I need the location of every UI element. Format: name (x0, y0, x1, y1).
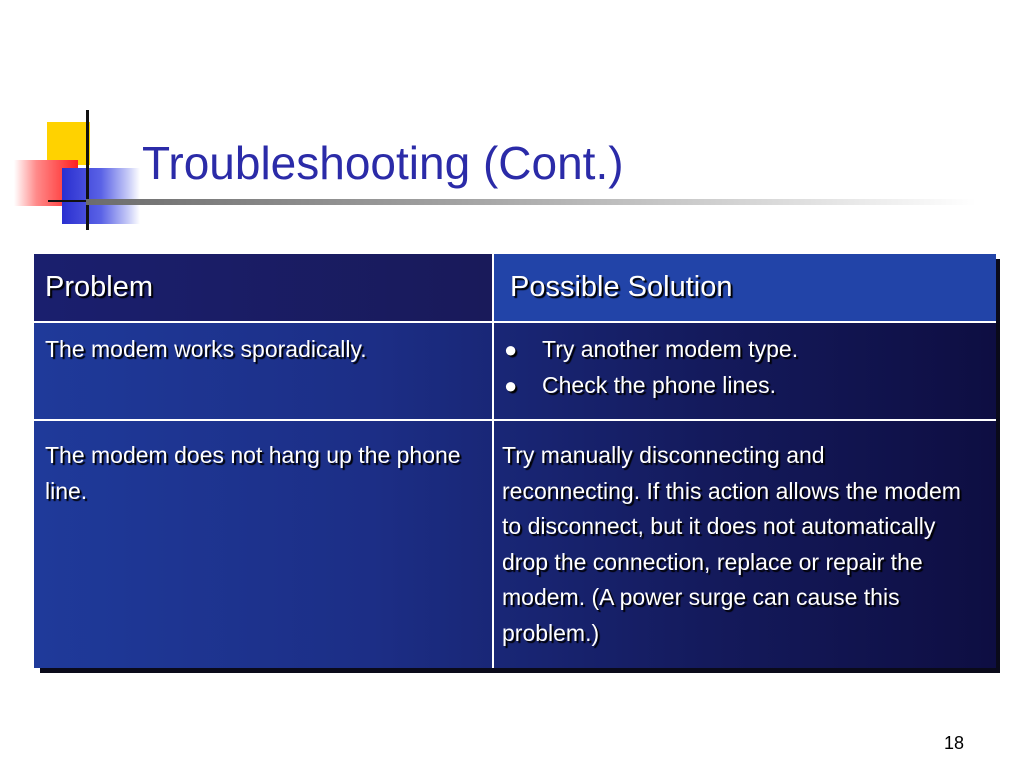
solution-item-1: Try another modem type. (542, 336, 799, 362)
list-item (504, 332, 984, 368)
slide-title: Troubleshooting (Cont.) (142, 137, 624, 189)
solution-cell-2: Try manually disconnecting and reconnecting. If this action allows the modem to disconnect, but it does not automatically drop the connection, replace or repair the modem. (A power surge can cause this problem.) (502, 442, 961, 646)
table-column-divider (492, 254, 494, 668)
title-underline (86, 199, 976, 205)
logo-blue-square (62, 168, 140, 224)
solution-item-2: Check the phone lines. (542, 371, 776, 398)
problem-cell-2: The modem does not hang up the phone line. (45, 442, 461, 504)
bullet-icon: ● (504, 372, 518, 398)
logo-yellow-square (47, 122, 90, 165)
troubleshooting-table (34, 254, 996, 668)
logo-vertical-line (86, 110, 89, 230)
column-header-solution: Possible Solution (510, 271, 733, 303)
table-row-divider (34, 419, 996, 421)
bullet-icon: ● (504, 337, 518, 362)
table-row-divider (34, 321, 996, 323)
page-number: 18 (943, 733, 964, 753)
problem-cell-1: The modem works sporadically. (45, 336, 367, 362)
list-item (504, 368, 984, 404)
solution-list-1 (504, 332, 984, 403)
column-header-problem: Problem (45, 271, 153, 303)
